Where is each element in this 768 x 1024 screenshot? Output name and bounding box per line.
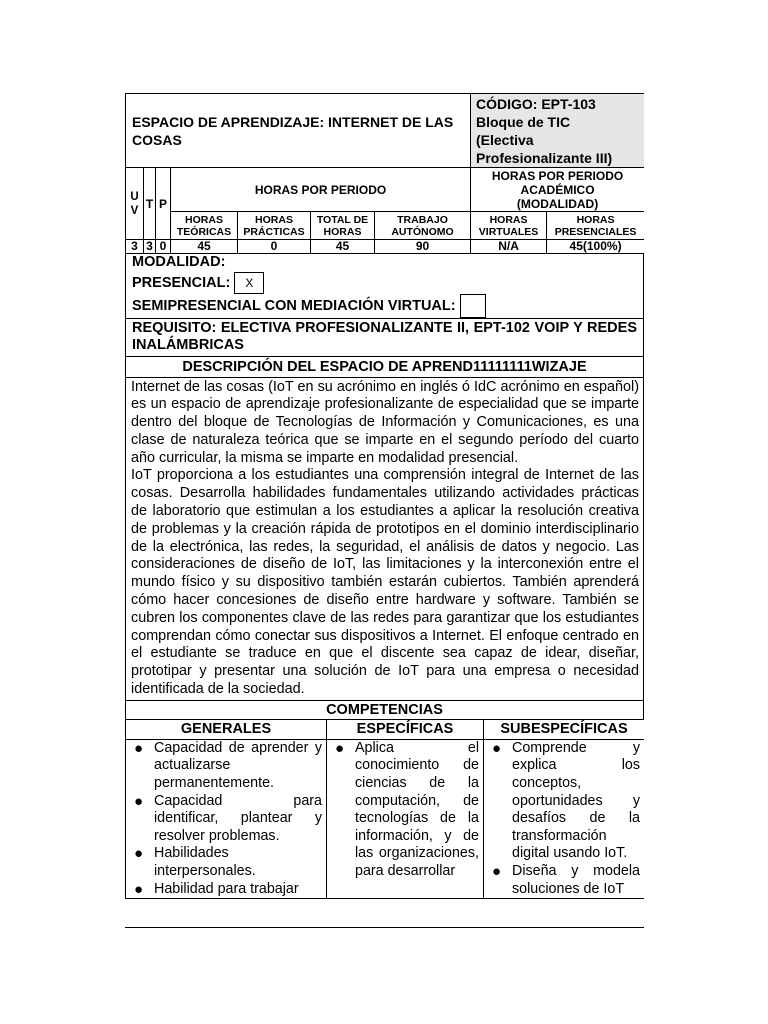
list-item: ● Aplica el conocimiento de ciencias de la computación, de tecnologías de la información, y de las organizaciones, para desarrollar — [331, 740, 479, 881]
list-item: ● Habilidad para trabajar — [130, 881, 322, 899]
list-item: ● Capacidad para identificar, plantear y resolver problemas. — [130, 793, 322, 846]
trabajo-autonomo-header: TRABAJO AUTÓNOMO — [375, 212, 471, 240]
descripcion-paragraph-2: IoT proporciona a los estudiantes una comprensión integral de Internet de las cosas. Desarrolla habilidades fundamentales utilizando actividades prácticas de laboratorio que estimulan a los estudiantes a aplicar la resolución creativa de problemas y la creación rápida de prototipos en el dominio interdisciplinario de la electrónica, las redes, la seguridad, el análisis de datos y negocio. Las consideraciones de diseño de IoT, las limitaciones y la interconexión entre el mundo físico y su dispositivo también estarán cubiertos. También aprenderá cómo hacer concesiones de diseño entre hardware y software. También se cubren los componentes clave de las redes para garantizar que los estudiantes comprendan cómo conectar sus dispositivos a Internet. El enfoque centrado en el estudiante se traduce en que el discente sea capaz de idear, diseñar, prototipar y presentar una solución de IoT para una empresa o necesidad identificada de la sociedad. — [131, 467, 639, 698]
t-header: T — [144, 168, 156, 240]
descripcion-paragraph-1: Internet de las cosas (IoT en su acrónimo en inglés ó IdC acrónimo en español) es un espacio de aprendizaje profesionalizante de especialidad que se imparte dentro del bloque de Tecnologías de Información y Comunicaciones, es una clase de naturaleza teórica que se imparte en el segundo período del cuarto año curricular, la misma se imparte en modalidad presencial. — [131, 378, 639, 466]
semipresencial-label: SEMIPRESENCIAL CON MEDIACIÓN VIRTUAL: — [132, 297, 456, 314]
autonomo-value: 90 — [375, 240, 471, 254]
total-value: 45 — [311, 240, 375, 254]
horas-practicas-header: HORAS PRÁCTICAS — [238, 212, 311, 240]
hours-table — [125, 167, 644, 254]
virtuales-value: N/A — [471, 240, 547, 254]
especificas-column — [327, 739, 484, 898]
practicas-value: 0 — [238, 240, 311, 254]
generales-column — [126, 739, 327, 898]
presenciales-value: 45(100%) — [547, 240, 644, 254]
uv-value: 3 — [126, 240, 144, 254]
horas-academico-header: HORAS POR PERIODO ACADÉMICO (MODALIDAD) — [471, 168, 644, 212]
teoricas-value: 45 — [171, 240, 238, 254]
semipresencial-checkbox[interactable] — [460, 294, 486, 318]
modalidad-cell — [126, 254, 644, 319]
generales-header: GENERALES — [126, 719, 327, 739]
uv-header: U V — [126, 168, 144, 240]
generales-list — [130, 740, 322, 898]
horas-virtuales-header: HORAS VIRTUALES — [471, 212, 547, 240]
syllabus-document — [125, 93, 644, 928]
espacio-title: ESPACIO DE APRENDIZAJE: INTERNET DE LAS COSAS — [126, 94, 471, 168]
t-value: 3 — [144, 240, 156, 254]
codigo-cell — [471, 94, 645, 168]
bloque-line: Bloque de TIC — [476, 114, 571, 130]
modalidad-label: MODALIDAD: — [132, 254, 226, 270]
especificas-list — [331, 740, 479, 881]
horas-teoricas-header: HORAS TEÓRICAS — [171, 212, 238, 240]
profesionalizante-line: Profesionalizante III) — [476, 150, 613, 166]
electiva-line: (Electiva — [476, 132, 534, 148]
especificas-header: ESPECÍFICAS — [327, 719, 484, 739]
total-horas-header: TOTAL DE HORAS — [311, 212, 375, 240]
p-value: 0 — [156, 240, 171, 254]
descripcion-title: DESCRIPCIÓN DEL ESPACIO DE APREND11111111WIZAJE — [126, 356, 644, 377]
horas-presenciales-header: HORAS PRESENCIALES — [547, 212, 644, 240]
presencial-row — [132, 272, 640, 294]
page-cut-border — [125, 927, 644, 928]
list-item: ● Comprende y explica los conceptos, oportunidades y desafíos de la transformación digital usando IoT. — [488, 740, 640, 863]
body-table — [125, 253, 644, 720]
list-item: ● Habilidades interpersonales. — [130, 845, 322, 880]
horas-periodo-header: HORAS POR PERIODO — [171, 168, 471, 212]
list-item: ● Capacidad de aprender y actualizarse permanentemente. — [130, 740, 322, 793]
subespecificas-column — [484, 739, 645, 898]
competencias-table — [125, 719, 644, 899]
subespecificas-header: SUBESPECÍFICAS — [484, 719, 645, 739]
codigo-line: CÓDIGO: EPT-103 — [476, 96, 596, 112]
presencial-label: PRESENCIAL: — [132, 274, 231, 291]
descripcion-body — [126, 377, 644, 700]
competencias-title: COMPETENCIAS — [126, 700, 644, 719]
list-item: ● Diseña y modela soluciones de IoT — [488, 863, 640, 898]
header-table — [125, 93, 644, 168]
p-header: P — [156, 168, 171, 240]
subespecificas-list — [488, 740, 640, 898]
requisito: REQUISITO: ELECTIVA PROFESIONALIZANTE II, EPT-102 VOIP Y REDES INALÁMBRICAS — [126, 318, 644, 356]
semipresencial-row — [132, 294, 640, 318]
presencial-checkbox[interactable]: X — [234, 272, 264, 294]
